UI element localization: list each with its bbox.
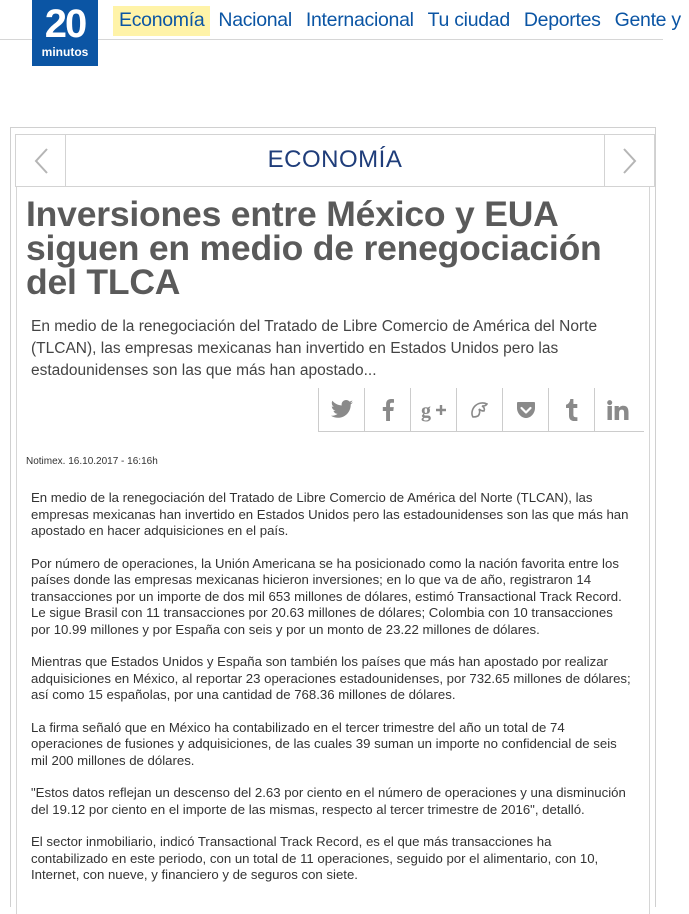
svg-text:g: g — [420, 400, 431, 422]
share-google-plus-button[interactable] — [410, 388, 456, 432]
article-paragraph: "Estos datos reflejan un descenso del 2.63 por ciento en el número de operaciones y una disminución del 19.12 por ciento en el importe de las mismas, respecto al tercer trimestre de 2016", detalló. — [31, 785, 626, 817]
facebook-icon — [382, 399, 394, 421]
google-plus-icon — [421, 400, 447, 420]
logo-number: 20 — [44, 2, 86, 46]
nav-item-economia[interactable]: Economía — [113, 6, 210, 36]
article-paragraph: En medio de la renegociación del Tratado de Libre Comercio de América del Norte (TLCAN), las empresas mexicanas han invertido en Estados Unidos pero las estadounidenses son las que más han apostado en hacer adquisiciones en el país. — [31, 490, 629, 538]
article-byline: Notimex. 16.10.2017 - 16:16h — [26, 456, 158, 467]
site-logo[interactable] — [32, 0, 98, 66]
share-meneame-button[interactable] — [456, 388, 502, 432]
share-twitter-button[interactable] — [318, 388, 364, 432]
linkedin-icon — [607, 400, 629, 420]
logo-word: minutos — [41, 45, 89, 59]
article-lead: En medio de la renegociación del Tratado de Libre Comercio de América del Norte (TLCAN), las empresas mexicanas han invertido en Estados Unidos pero las estadounidenses son las que más han apostado... — [31, 318, 598, 379]
share-facebook-button[interactable] — [364, 388, 410, 432]
nav-item-nacional[interactable]: Nacional — [218, 9, 292, 31]
article-paragraph: Por número de operaciones, la Unión Americana se ha posicionado como la nación favorita entre los países donde las empresas mexicanas hicieron inversiones; en lo que va de año, registraron 14 transacciones por un importe de dos mil 653 millones de dólares, estimó Transactional Track Record. Le sigue Brasil con 11 transacciones por 20.63 millones de dólares; Colombia con 10 transacciones por 10.99 millones y por España con seis y por un monto de 23.22 millones de dólares. — [31, 555, 622, 637]
chevron-right-icon — [622, 147, 638, 175]
chevron-left-icon — [33, 147, 49, 175]
top-header — [0, 0, 681, 59]
article-paragraph: Mientras que Estados Unidos y España son también los países que más han apostado por realizar adquisiciones en México, al reportar 23 operaciones estadounidenses, por 732.65 millones de dólares; así como 15 españolas, por una cantidad de 768.36 millones de dólares. — [31, 654, 631, 702]
share-tumblr-button[interactable] — [548, 388, 594, 432]
article-headline: Inversiones entre México y EUA siguen en medio de renegociación del TLCA — [26, 194, 602, 302]
article-paragraph: El sector inmobiliario, indicó Transactional Track Record, es el que más transacciones ha contabilizado en este periodo, con un total de 11 operaciones, seguido por el alimentario, con 10, Internet, con nueve, y financiero y de seguros con siete. — [31, 834, 599, 882]
nav-item-tu-ciudad[interactable]: Tu ciudad — [427, 9, 510, 31]
share-bar — [318, 388, 644, 432]
main-nav — [113, 6, 689, 36]
article-paragraph: La firma señaló que en México ha contabilizado en el tercer trimestre del año un total de 74 operaciones de fusiones y adquisiciones, de las cuales 39 suman un importe no confidencial de seis mil 200 millones de dólares. — [31, 719, 617, 768]
twitter-icon — [330, 400, 354, 420]
nav-item-gente[interactable]: Gente y — [614, 9, 681, 31]
tumblr-icon — [565, 399, 579, 421]
next-article-button[interactable] — [604, 134, 655, 187]
share-pocket-button[interactable] — [502, 388, 548, 432]
pocket-icon — [516, 401, 536, 419]
prev-article-button[interactable] — [15, 134, 66, 187]
section-bar — [15, 134, 655, 188]
section-title[interactable]: ECONOMÍA — [66, 134, 604, 187]
nav-item-internacional[interactable]: Internacional — [305, 9, 414, 31]
article-body — [31, 490, 631, 900]
share-linkedin-button[interactable] — [594, 388, 640, 432]
meneame-icon — [469, 399, 491, 421]
nav-item-deportes[interactable]: Deportes — [523, 9, 601, 31]
